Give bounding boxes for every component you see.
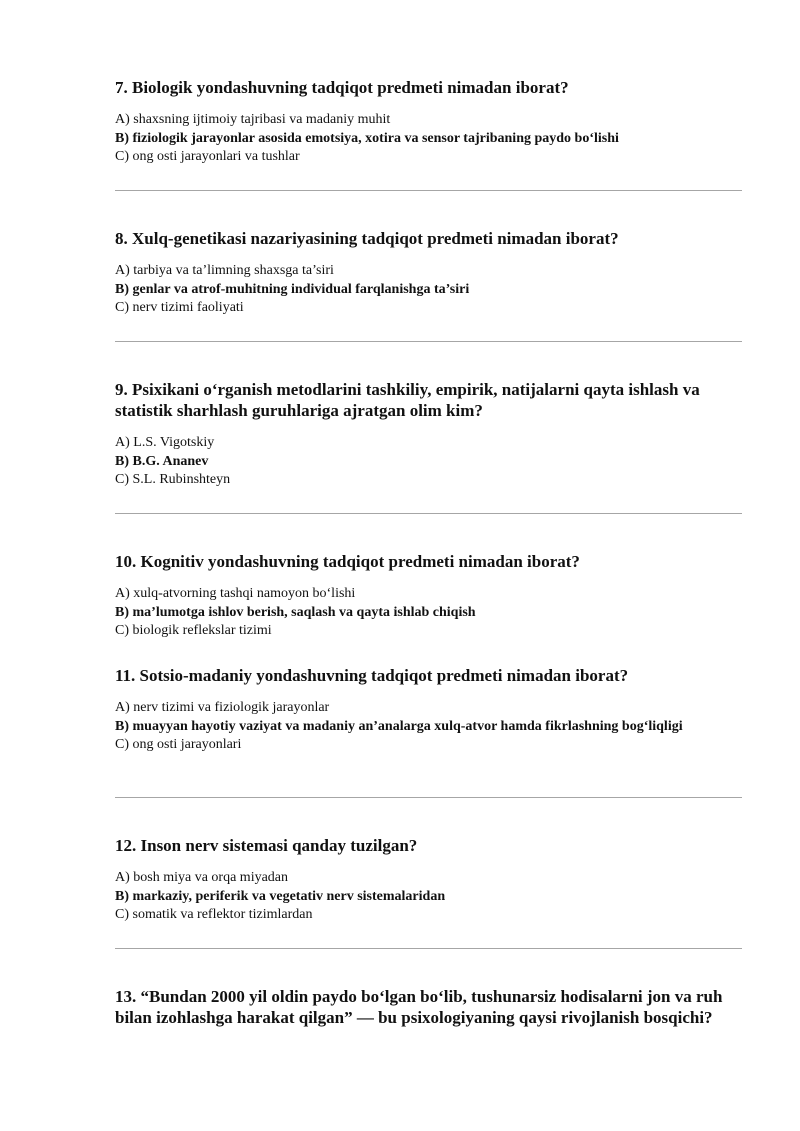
option-a: A) nerv tizimi va fiziologik jarayonlar	[115, 700, 330, 715]
question-12	[115, 835, 742, 925]
answer-options	[115, 434, 742, 490]
option-b-correct: B) B.G. Ananev	[115, 453, 209, 469]
divider	[115, 797, 742, 798]
option-a: A) bosh miya va orqa miyadan	[115, 870, 289, 885]
option-b-correct: B) muayyan hayotiy vaziyat va madaniy an’analarga xulq-atvor hamda fikrlashning bog‘liqligi	[115, 718, 683, 734]
option-c: C) ong osti jarayonlari va tushlar	[115, 149, 300, 164]
question-8	[115, 228, 742, 318]
divider	[115, 513, 742, 514]
question-title: 9. Psixikani o‘rganish metodlarini tashkiliy, empirik, natijalarni qayta ishlash va statistik sharhlash guruhlariga ajratgan olim kim?	[115, 380, 700, 420]
question-title: 7. Biologik yondashuvning tadqiqot predmeti nimadan iborat?	[115, 78, 569, 97]
question-title: 13. “Bundan 2000 yil oldin paydo bo‘lgan bo‘lib, tushunarsiz hodisalarni jon va ruh bilan izohlashga harakat qilgan” — bu psixologiyaning qaysi rivojlanish bosqichi?	[115, 987, 723, 1027]
answer-options	[115, 111, 742, 167]
question-title: 12. Inson nerv sistemasi qanday tuzilgan?	[115, 836, 418, 855]
question-title: 11. Sotsio-madaniy yondashuvning tadqiqot predmeti nimadan iborat?	[115, 666, 629, 685]
question-9	[115, 379, 742, 490]
option-a: A) shaxsning ijtimoiy tajribasi va madaniy muhit	[115, 112, 391, 127]
option-c: C) biologik reflekslar tizimi	[115, 623, 272, 638]
option-b-correct: B) markaziy, periferik va vegetativ nerv sistemalaridan	[115, 888, 446, 904]
option-a: A) L.S. Vigotskiy	[115, 435, 215, 450]
divider	[115, 341, 742, 342]
option-b-correct: B) ma’lumotga ishlov berish, saqlash va qayta ishlab chiqish	[115, 604, 476, 620]
option-a: A) tarbiya va ta’limning shaxsga ta’siri	[115, 263, 334, 278]
option-c: C) ong osti jarayonlari	[115, 737, 242, 752]
answer-options	[115, 585, 742, 641]
answer-options	[115, 699, 742, 755]
answer-options	[115, 869, 742, 925]
divider	[115, 948, 742, 949]
option-c: C) nerv tizimi faoliyati	[115, 300, 244, 315]
option-c: C) S.L. Rubinshteyn	[115, 472, 231, 487]
option-b-correct: B) genlar va atrof-muhitning individual farqlanishga ta’siri	[115, 281, 470, 297]
divider	[115, 190, 742, 191]
question-11	[115, 665, 742, 755]
question-title: 10. Kognitiv yondashuvning tadqiqot predmeti nimadan iborat?	[115, 552, 580, 571]
option-a: A) xulq-atvorning tashqi namoyon bo‘lishi	[115, 586, 356, 601]
question-title: 8. Xulq-genetikasi nazariyasining tadqiqot predmeti nimadan iborat?	[115, 229, 619, 248]
question-13	[115, 986, 742, 1028]
answer-options	[115, 262, 742, 318]
option-b-correct: B) fiziologik jarayonlar asosida emotsiya, xotira va sensor tajribaning paydo bo‘lishi	[115, 130, 619, 146]
option-c: C) somatik va reflektor tizimlardan	[115, 907, 313, 922]
question-10	[115, 551, 742, 641]
question-7	[115, 77, 742, 167]
